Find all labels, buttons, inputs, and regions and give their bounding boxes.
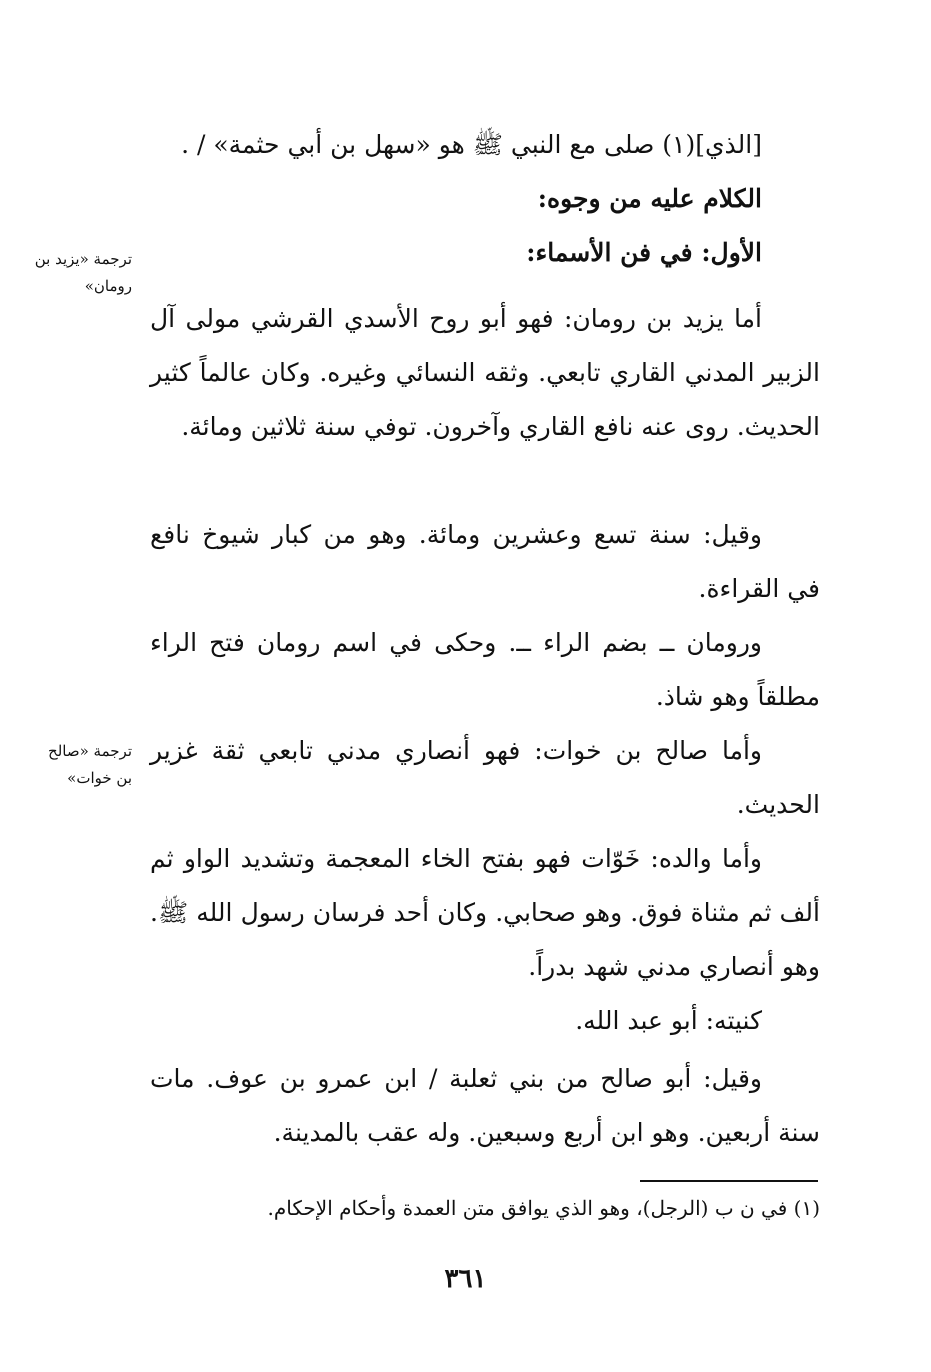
yazid-bio-paragraph-block	[150, 292, 820, 454]
section-first-heading: الأول: في فن الأسماء:	[526, 238, 762, 267]
footnote: (١) في ن ب (الرجل)، وهو الذي يوافق متن العمدة وأحكام الإحكام.	[267, 1196, 820, 1220]
side-note-yazid: ترجمة «يزيد بن رومان»	[34, 250, 132, 295]
page-number: ٣٦١	[444, 1264, 487, 1294]
kunya-alt-paragraph: وقيل: أبو صالح من بني ثعلبة / ابن عمرو بن عوف. مات سنة أربعين. وهو ابن أربع وسبعين. وله عقب بالمدينة.	[150, 1064, 820, 1147]
salih-bio-paragraph: وأما صالح بن خوات: فهو أنصاري مدني تابعي ثقة غزير الحديث.	[150, 736, 820, 819]
ruman-spelling-paragraph: ورومان ــ بضم الراء ــ. وحكى في اسم رومان فتح الراء مطلقاً وهو شاذ.	[150, 628, 820, 711]
ruman-spelling-paragraph-block	[150, 616, 820, 724]
kunya-paragraph: كنيته: أبو عبد الله.	[575, 1006, 762, 1035]
kunya-alt-paragraph-block	[150, 1052, 820, 1160]
kunya-paragraph-block	[150, 994, 820, 1048]
intro-line: [الذي](١) صلى مع النبي ﷺ هو «سهل بن أبي حثمة» / .	[181, 130, 762, 159]
yazid-death-paragraph-block	[150, 508, 820, 616]
side-note-salih: ترجمة «صالح بن خوات»	[48, 742, 132, 787]
footnote-separator	[640, 1180, 818, 1182]
father-bio-paragraph: وأما والده: خَوّات فهو بفتح الخاء المعجمة وتشديد الواو ثم ألف ثم مثناة فوق. وهو صحابي. وكان أحد فرسان رسول الله ﷺ. وهو أنصاري مدني شهد بدراً.	[150, 844, 820, 981]
main-text-block	[150, 118, 820, 280]
father-bio-paragraph-block	[150, 832, 820, 994]
discussion-heading: الكلام عليه من وجوه:	[537, 184, 762, 213]
yazid-death-alt-paragraph: وقيل: سنة تسع وعشرين ومائة. وهو من كبار شيوخ نافع في القراءة.	[150, 520, 820, 603]
salih-bio-paragraph-block	[150, 724, 820, 832]
yazid-bio-paragraph: أما يزيد بن رومان: فهو أبو روح الأسدي القرشي مولى آل الزبير المدني القاري تابعي. وثقه النسائي وغيره. وكان عالماً كثير الحديث. روى عنه نافع القاري وآخرون. توفي سنة ثلاثين ومائة.	[150, 304, 820, 441]
